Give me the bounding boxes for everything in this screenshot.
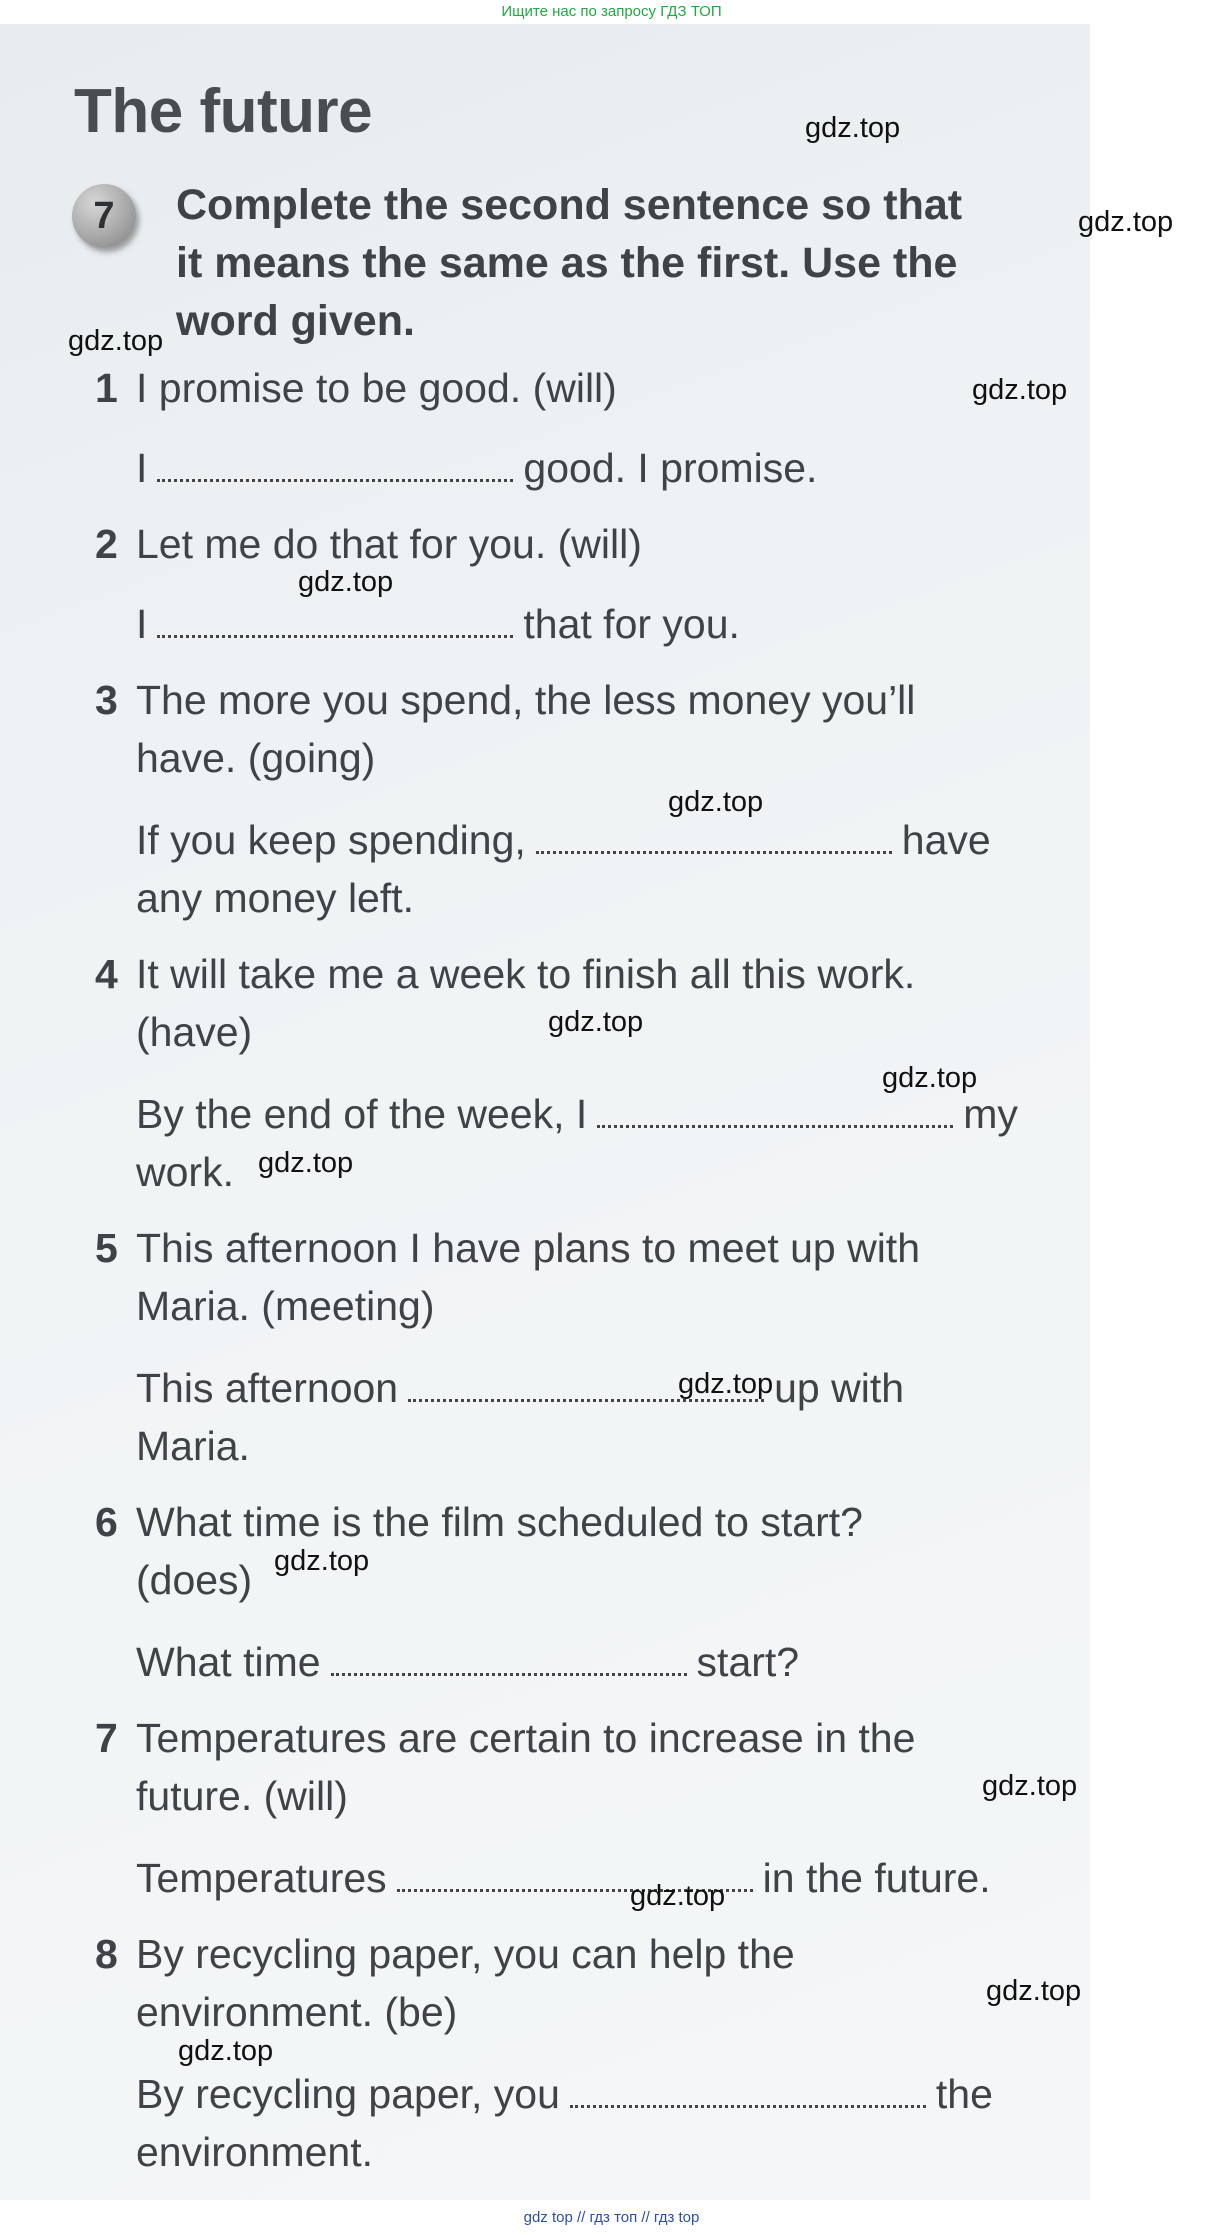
watermark: gdz.top bbox=[882, 1062, 978, 1094]
watermark: gdz.top bbox=[68, 325, 164, 357]
watermark: gdz.top bbox=[805, 112, 901, 144]
answer-prefix: What time bbox=[136, 1639, 321, 1685]
watermark: gdz.top bbox=[986, 1975, 1082, 2007]
answer-line-7 bbox=[136, 1852, 991, 1904]
answer-blank[interactable] bbox=[157, 635, 513, 638]
answer-prefix: Temperatures bbox=[136, 1855, 387, 1901]
answer-prefix: By recycling paper, you bbox=[136, 2071, 560, 2117]
watermark: gdz.top bbox=[178, 2035, 274, 2067]
answer-line-1 bbox=[136, 442, 817, 494]
answer-cont: any money left. bbox=[136, 875, 415, 921]
watermark: gdz.top bbox=[678, 1368, 774, 1400]
item-question-cont: future. (will) bbox=[136, 1773, 348, 1819]
answer-prefix: I bbox=[136, 445, 148, 491]
answer-suffix: in the future. bbox=[762, 1855, 991, 1901]
item-number: 5 bbox=[95, 1225, 118, 1271]
item-question: It will take me a week to finish all this work. bbox=[136, 951, 916, 997]
watermark: gdz.top bbox=[274, 1545, 370, 1577]
workbook-page bbox=[0, 24, 1090, 2200]
item-question-cont: have. (going) bbox=[136, 735, 376, 781]
watermark: gdz.top bbox=[982, 1770, 1078, 1802]
answer-suffix: good. I promise. bbox=[523, 445, 818, 491]
answer-blank[interactable] bbox=[331, 1673, 687, 1676]
answer-cont: environment. bbox=[136, 2129, 374, 2175]
watermark: gdz.top bbox=[258, 1147, 354, 1179]
answer-suffix: my bbox=[963, 1091, 1018, 1137]
watermark: gdz.top bbox=[1078, 206, 1174, 238]
instruction-line: Complete the second sentence so that bbox=[176, 181, 963, 229]
answer-suffix: the bbox=[935, 2071, 993, 2117]
item-number: 4 bbox=[95, 951, 118, 997]
answer-cont: Maria. bbox=[136, 1423, 250, 1469]
item-question: This afternoon I have plans to meet up with bbox=[136, 1225, 921, 1271]
watermark: gdz.top bbox=[972, 374, 1068, 406]
item-question: I promise to be good. (will) bbox=[136, 365, 617, 411]
item-question: Temperatures are certain to increase in the bbox=[136, 1715, 916, 1761]
answer-cont: work. bbox=[136, 1149, 234, 1195]
exercise-number-badge: 7 bbox=[72, 184, 136, 248]
answer-prefix: By the end of the week, I bbox=[136, 1091, 588, 1137]
answer-suffix: up with bbox=[774, 1365, 905, 1411]
item-number: 1 bbox=[95, 365, 118, 411]
answer-prefix: This afternoon bbox=[136, 1365, 399, 1411]
answer-prefix: I bbox=[136, 601, 148, 647]
answer-line-2 bbox=[136, 598, 740, 650]
answer-line-8 bbox=[136, 2068, 993, 2120]
bottom-banner: gdz top // гдз топ // гдз top bbox=[523, 2209, 700, 2226]
answer-line-4 bbox=[136, 1088, 1018, 1140]
answer-line-6 bbox=[136, 1636, 799, 1688]
item-question: The more you spend, the less money you’ll bbox=[136, 677, 916, 723]
item-number: 7 bbox=[95, 1715, 118, 1761]
answer-suffix: have bbox=[901, 817, 991, 863]
answer-blank[interactable] bbox=[536, 851, 892, 854]
item-question-cont: (have) bbox=[136, 1009, 253, 1055]
answer-blank[interactable] bbox=[597, 1125, 953, 1128]
watermark: gdz.top bbox=[548, 1006, 644, 1038]
item-question: Let me do that for you. (will) bbox=[136, 521, 642, 567]
watermark: gdz.top bbox=[298, 566, 394, 598]
item-number: 2 bbox=[95, 521, 118, 567]
answer-prefix: If you keep spending, bbox=[136, 817, 526, 863]
item-question: What time is the film scheduled to start? bbox=[136, 1499, 863, 1545]
answer-suffix: start? bbox=[696, 1639, 800, 1685]
answer-line-5 bbox=[136, 1362, 904, 1414]
item-question-cont: Maria. (meeting) bbox=[136, 1283, 435, 1329]
item-question-cont: (does) bbox=[136, 1557, 253, 1603]
item-number: 3 bbox=[95, 677, 118, 723]
top-banner: Ищите нас по запросу ГДЗ ТОП bbox=[501, 3, 722, 20]
item-question-cont: environment. (be) bbox=[136, 1989, 458, 2035]
watermark: gdz.top bbox=[668, 786, 764, 818]
answer-blank[interactable] bbox=[570, 2105, 926, 2108]
instruction-line: word given. bbox=[176, 297, 415, 345]
answer-suffix: that for you. bbox=[523, 601, 740, 647]
exercise-instruction bbox=[176, 176, 1056, 350]
watermark: gdz.top bbox=[630, 1880, 726, 1912]
item-number: 8 bbox=[95, 1931, 118, 1977]
item-question: By recycling paper, you can help the bbox=[136, 1931, 795, 1977]
answer-line-3 bbox=[136, 814, 991, 866]
answer-blank[interactable] bbox=[157, 479, 513, 482]
instruction-line: it means the same as the first. Use the bbox=[176, 239, 958, 287]
item-number: 6 bbox=[95, 1499, 118, 1545]
page-title: The future bbox=[74, 77, 373, 146]
